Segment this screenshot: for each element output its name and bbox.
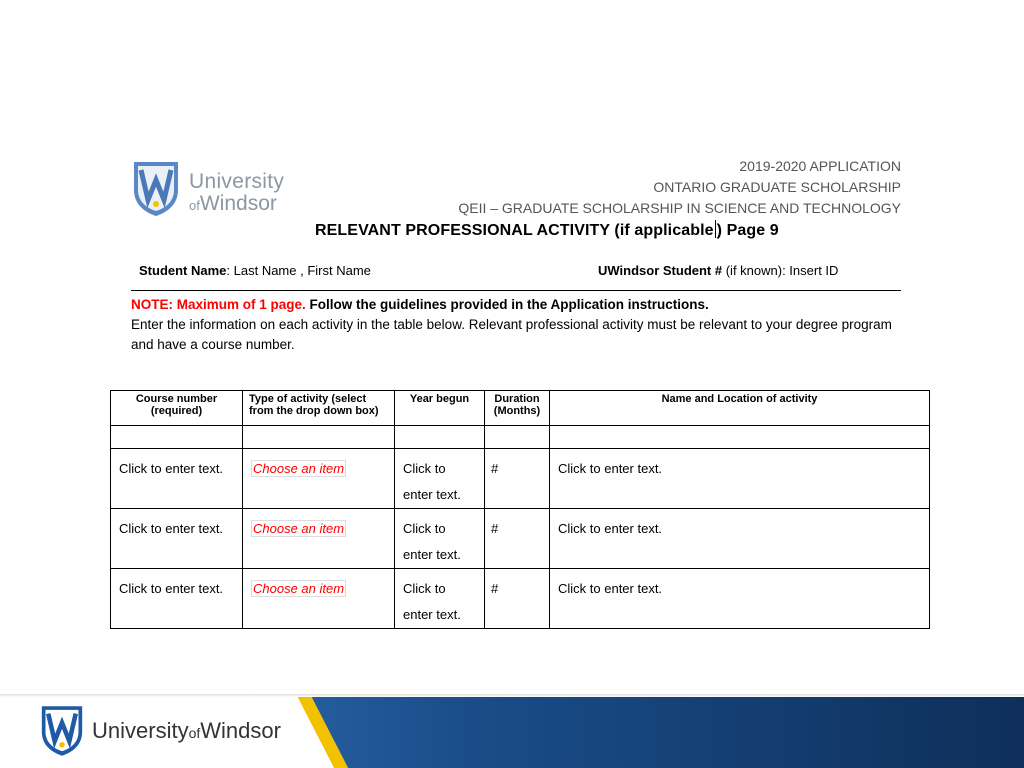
empty-cell[interactable] — [111, 426, 243, 449]
duration-field[interactable]: # — [485, 509, 550, 569]
divider — [131, 290, 901, 291]
header-line-program: ONTARIO GRADUATE SCHOLARSHIP — [653, 179, 901, 195]
empty-cell[interactable] — [395, 426, 485, 449]
footer-banner — [0, 694, 1024, 768]
header-duration: Duration (Months) — [485, 391, 550, 426]
empty-cell[interactable] — [550, 426, 930, 449]
course-number-field[interactable]: Click to enter text. — [111, 449, 243, 509]
student-name-field[interactable]: Student Name: Last Name , First Name — [139, 263, 371, 278]
header-course-number: Course number (required) — [111, 391, 243, 426]
header-line-qeii: QEII – GRADUATE SCHOLARSHIP IN SCIENCE AND TECHNOLOGY — [458, 200, 901, 216]
table-header-row — [111, 391, 930, 426]
table-row — [111, 569, 930, 629]
university-logo — [122, 156, 302, 224]
instructions-note: NOTE: Maximum of 1 page. Follow the guidelines provided in the Application instructions. Enter the information on each activity in the table below. Relevant professional activity must be relevant to your degree program and have a course number. — [131, 297, 892, 352]
header-activity-type: Type of activity (select from the drop down box) — [243, 391, 395, 426]
table-row — [111, 509, 930, 569]
duration-field[interactable]: # — [485, 569, 550, 629]
shield-icon — [132, 160, 180, 218]
text-cursor — [715, 220, 716, 238]
student-id-field[interactable]: UWindsor Student # (if known): Insert ID — [598, 263, 839, 278]
activity-type-dropdown[interactable]: Choose an item — [243, 509, 395, 569]
student-info-row — [139, 263, 861, 278]
empty-cell[interactable] — [243, 426, 395, 449]
header-line-year: 2019-2020 APPLICATION — [739, 158, 901, 174]
footer-shadow — [0, 694, 1024, 697]
footer-logo-text: UniversityofWindsor — [92, 718, 281, 743]
header-year-begun: Year begun — [395, 391, 485, 426]
shield-icon — [40, 704, 84, 758]
year-begun-field[interactable]: Click to enter text. — [395, 569, 485, 629]
course-number-field[interactable]: Click to enter text. — [111, 509, 243, 569]
logo-university-text: University — [189, 170, 285, 193]
duration-field[interactable]: # — [485, 449, 550, 509]
header-name-location: Name and Location of activity — [550, 391, 930, 426]
activity-type-dropdown[interactable]: Choose an item — [243, 569, 395, 629]
empty-cell[interactable] — [485, 426, 550, 449]
application-header — [458, 156, 901, 219]
activity-type-dropdown[interactable]: Choose an item — [243, 449, 395, 509]
year-begun-field[interactable]: Click to enter text. — [395, 449, 485, 509]
table-row — [111, 449, 930, 509]
year-begun-field[interactable]: Click to enter text. — [395, 509, 485, 569]
name-location-field[interactable]: Click to enter text. — [550, 569, 930, 629]
page-title: RELEVANT PROFESSIONAL ACTIVITY (if applicable ) Page 9 — [315, 222, 779, 239]
logo-windsor-text: ofWindsor — [189, 192, 277, 215]
table-row-empty — [111, 426, 930, 449]
activity-table — [110, 390, 930, 629]
course-number-field[interactable]: Click to enter text. — [111, 569, 243, 629]
name-location-field[interactable]: Click to enter text. — [550, 449, 930, 509]
name-location-field[interactable]: Click to enter text. — [550, 509, 930, 569]
